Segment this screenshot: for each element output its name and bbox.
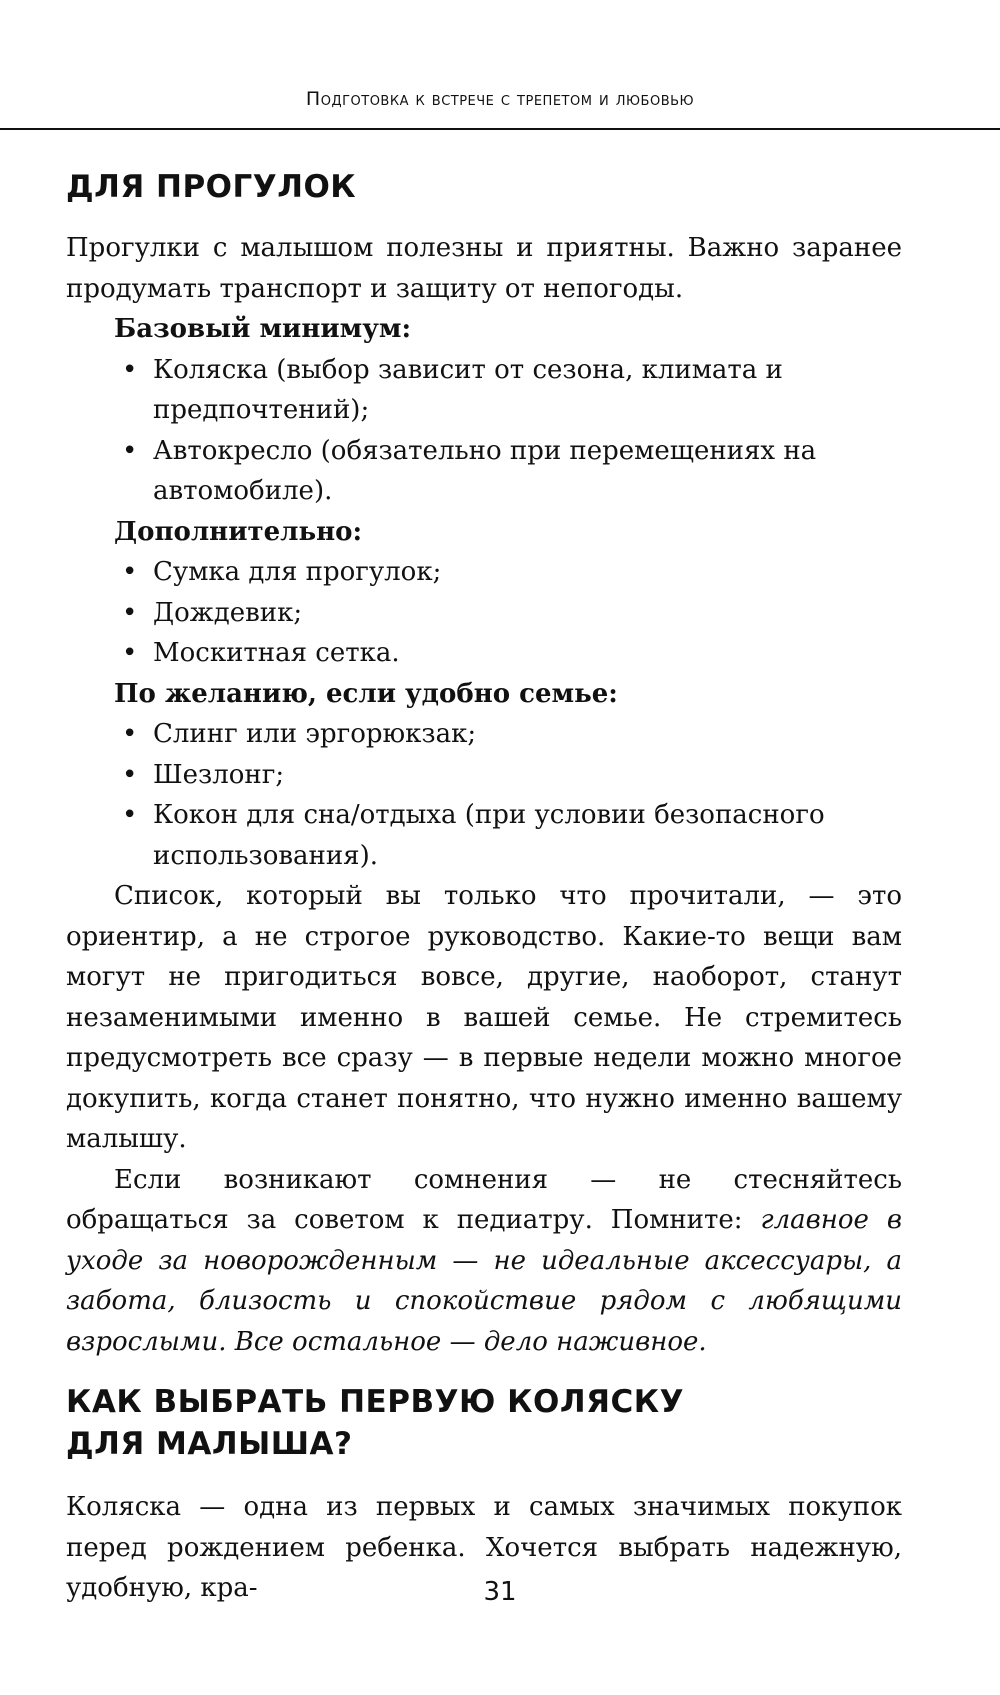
list-item: • Автокресло (обязательно при перемещениях на автомобиле). bbox=[122, 435, 817, 506]
list-item: • Коляска (выбор зависит от сезона, климата и предпочтений); bbox=[122, 354, 783, 425]
list-item: • Москитная сетка. bbox=[122, 638, 400, 668]
header-rule bbox=[0, 128, 1000, 130]
basic-minimum-label: Базовый минимум: bbox=[114, 314, 412, 344]
basic-minimum-list bbox=[66, 350, 902, 512]
running-head: Подготовка к встрече с трепетом и любовью bbox=[305, 88, 695, 110]
paragraph-list-note: Список, который вы только что прочитали, — это ориентир, а не строгое руководство. Какие-то вещи вам могут не пригодиться вовсе, другие, наоборот, станут незаменимыми именно в вашей семье. Не стремитесь предусмотреть все сразу — в первые недели можно многое докупить, когда станет понятно, что нужно именно вашему малышу. bbox=[66, 881, 902, 1154]
section-walks-body bbox=[66, 228, 902, 1362]
page-number: 31 bbox=[483, 1577, 517, 1607]
section-walks-intro: Прогулки с малышом полезны и приятны. Важно заранее продумать транспорт и защиту от непогоды. bbox=[66, 233, 902, 304]
paragraph-pediatrician-advice: Если возникают сомнения — не стесняйтесь обращаться за советом к педиатру. Помните: главное в уходе за новорожденным — не идеальные аксессуары, а забота, близость и спокойствие рядом с любящими взрослыми. Все остальное — дело наживное. bbox=[66, 1164, 902, 1357]
list-item: • Дождевик; bbox=[122, 597, 303, 628]
additional-label: Дополнительно: bbox=[114, 516, 363, 547]
list-item: • Кокон для сна/отдыха (при условии безопасного использования). bbox=[122, 800, 825, 871]
list-item: • Шезлонг; bbox=[122, 759, 285, 790]
optional-list bbox=[66, 714, 902, 876]
additional-list bbox=[66, 552, 902, 674]
list-item: • Слинг или эргорюкзак; bbox=[122, 719, 477, 749]
optional-label: По желанию, если удобно семье: bbox=[114, 678, 618, 709]
emphasis-text: главное в уходе за новорожденным — не идеальные аксессуары, а забота, близость и спокойствие рядом с любящими взрослыми. Все остальное — дело наживное. bbox=[66, 1205, 902, 1357]
list-item: • Сумка для прогулок; bbox=[122, 557, 442, 587]
section-stroller-intro: Коляска — одна из первых и самых значимых покупок перед рождением ребенка. Хочется выбрать надежную, удобную, кра- bbox=[66, 1492, 902, 1603]
section-heading-walks: ДЛЯ ПРОГУЛОК bbox=[66, 169, 357, 205]
section-heading-stroller: КАК ВЫБРАТЬ ПЕРВУЮ КОЛЯСКУ ДЛЯ МАЛЫША? bbox=[66, 1384, 684, 1462]
